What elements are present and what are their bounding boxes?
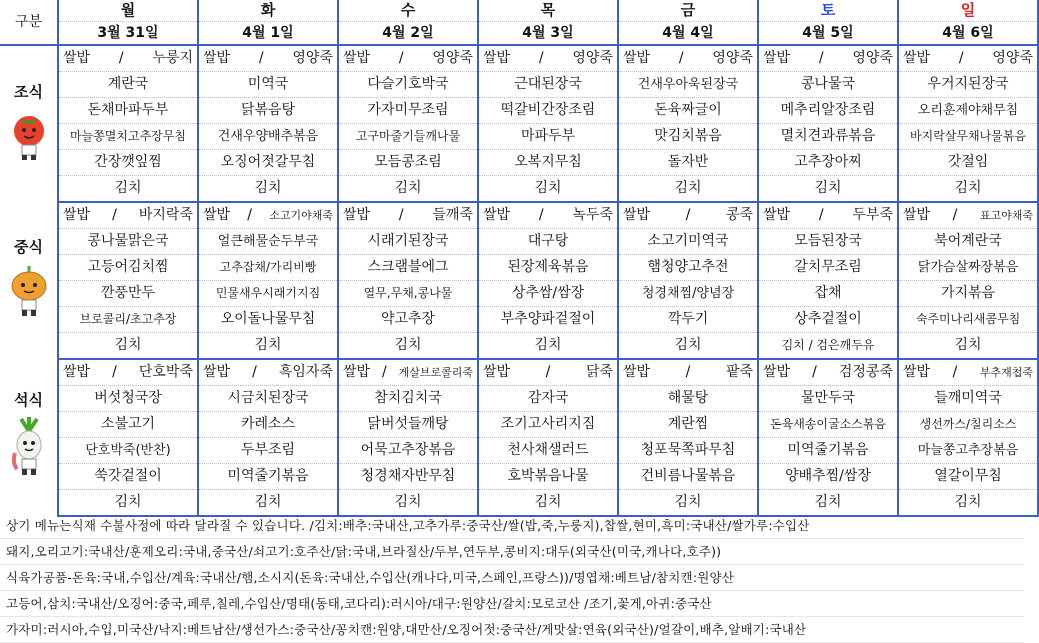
divider-slash: /	[958, 50, 964, 66]
meal-name: 조식	[14, 82, 43, 101]
meal-row	[0, 229, 1038, 255]
porridge-label: 게살브로콜리죽	[398, 366, 473, 379]
menu-item: 소고기미역국	[618, 229, 758, 255]
menu-item: 부추양파겉절이	[478, 307, 618, 333]
rice-label: 쌀밥	[203, 207, 231, 223]
rice-porridge-cell	[898, 202, 1038, 229]
menu-item: 감자국	[478, 386, 618, 412]
menu-item: 깍두기	[618, 307, 758, 333]
menu-item: 콩나물국	[758, 72, 898, 98]
date-3: 4월 2일	[338, 22, 478, 46]
porridge-label: 검정콩죽	[838, 364, 893, 380]
porridge-label: 영양죽	[432, 50, 473, 66]
menu-item: 간장깻잎찜	[58, 150, 198, 176]
menu-item: 김치	[338, 333, 478, 360]
menu-item: 김치	[478, 176, 618, 203]
menu-item: 청포묵쪽파무침	[618, 438, 758, 464]
menu-item: 버섯청국장	[58, 386, 198, 412]
rice-porridge	[479, 360, 617, 385]
weekday-2: 화	[198, 0, 338, 22]
weekday-5: 금	[618, 0, 758, 22]
note-line: 식육가공품-돈육:국내,수입산/계육:국내산/햄,소시지(돈육:국내산,수입산(캐나다,미국,스페인,프랑스))/명엽채:베트남/참치캔:원양산	[0, 565, 1024, 591]
header-weekday-row	[0, 0, 1038, 22]
menu-item: 민물새우시래기지짐	[198, 281, 338, 307]
date-7: 4월 6일	[898, 22, 1038, 46]
rice-porridge	[899, 46, 1037, 71]
menu-item: 김치	[478, 333, 618, 360]
menu-item: 모듬콩조림	[338, 150, 478, 176]
porridge-label: 소고기야채죽	[269, 209, 333, 222]
menu-item: 콩나물맑은국	[58, 229, 198, 255]
rice-label: 쌀밥	[763, 364, 791, 380]
menu-item: 브로콜리/초고추장	[58, 307, 198, 333]
menu-item: 고등어김치찜	[58, 255, 198, 281]
menu-item: 갈치무조림	[758, 255, 898, 281]
weekday-3: 수	[338, 0, 478, 22]
rice-label: 쌀밥	[203, 50, 231, 66]
rice-porridge-cell	[478, 359, 618, 386]
rice-porridge-cell	[338, 202, 478, 229]
header-date-row	[0, 22, 1038, 46]
rice-porridge	[619, 360, 757, 385]
menu-item: 오리훈제야채무침	[898, 98, 1038, 124]
divider-slash: /	[818, 50, 824, 66]
porridge-label: 누룽지	[152, 50, 193, 66]
rice-label: 쌀밥	[623, 50, 651, 66]
menu-item: 멸치견과류볶음	[758, 124, 898, 150]
menu-item: 김치	[618, 176, 758, 203]
rice-porridge-cell	[618, 202, 758, 229]
divider-slash: /	[952, 207, 958, 223]
rice-label: 쌀밥	[763, 207, 791, 223]
menu-item: 떡갈비간장조림	[478, 98, 618, 124]
menu-item: 고구마줄기들깨나물	[338, 124, 478, 150]
menu-item: 깐풍만두	[58, 281, 198, 307]
menu-item: 돌자반	[618, 150, 758, 176]
rice-porridge	[619, 203, 757, 228]
rice-label: 쌀밥	[903, 207, 931, 223]
menu-item: 갓절임	[898, 150, 1038, 176]
menu-item: 김치	[338, 490, 478, 517]
meal-row	[0, 307, 1038, 333]
menu-item: 김치 / 검은깨두유	[758, 333, 898, 360]
rice-label: 쌀밥	[903, 50, 931, 66]
menu-item: 청경채찜/양념장	[618, 281, 758, 307]
rice-porridge-cell	[478, 45, 618, 72]
porridge-label: 닭죽	[585, 364, 613, 380]
menu-item: 북어계란국	[898, 229, 1038, 255]
menu-item: 계란찜	[618, 412, 758, 438]
tomato-character-icon	[9, 109, 49, 169]
rice-porridge	[339, 360, 477, 385]
menu-item: 맛김치볶음	[618, 124, 758, 150]
rice-porridge-cell	[758, 359, 898, 386]
divider-slash: /	[112, 207, 117, 223]
divider-slash: /	[112, 364, 117, 380]
meal-label-cell	[0, 359, 58, 516]
meal-row	[0, 150, 1038, 176]
rice-porridge	[479, 46, 617, 71]
menu-item: 김치	[898, 333, 1038, 360]
rice-porridge	[759, 46, 897, 71]
menu-item: 계란국	[58, 72, 198, 98]
menu-item: 메추리알장조림	[758, 98, 898, 124]
rice-porridge	[59, 46, 197, 71]
meal-label-wrap	[0, 46, 57, 202]
menu-item: 해물탕	[618, 386, 758, 412]
menu-item: 오복지무침	[478, 150, 618, 176]
menu-item: 건새우아욱된장국	[618, 72, 758, 98]
menu-item: 조기고사리지짐	[478, 412, 618, 438]
menu-item: 마파두부	[478, 124, 618, 150]
note-line: 가자미:러시아,수입,미국산/낙지:베트남산/생선가스:중국산/꽁치캔:원양,대만산/오징어젓:중국산/게맛살:연육(외국산)/얼갈이,배추,알배기:국내산	[0, 617, 1024, 643]
rice-porridge-cell	[478, 202, 618, 229]
menu-item: 모듬된장국	[758, 229, 898, 255]
menu-item: 닭버섯들깨탕	[338, 412, 478, 438]
menu-item: 김치	[898, 176, 1038, 203]
divider-slash: /	[818, 207, 824, 223]
menu-item: 근대된장국	[478, 72, 618, 98]
rice-label: 쌀밥	[343, 50, 371, 66]
menu-item: 미역국	[198, 72, 338, 98]
menu-item: 마늘쫑멸치고추장무침	[58, 124, 198, 150]
menu-item: 가지볶음	[898, 281, 1038, 307]
menu-item: 가자미무조림	[338, 98, 478, 124]
menu-item: 김치	[478, 490, 618, 517]
rice-porridge	[339, 46, 477, 71]
rice-porridge	[759, 203, 897, 228]
divider-slash: /	[952, 364, 958, 380]
porridge-label: 흑임자죽	[278, 364, 333, 380]
weekday-6: 토	[758, 0, 898, 22]
rice-porridge-cell	[58, 45, 198, 72]
divider-slash: /	[685, 364, 691, 380]
meal-row	[0, 438, 1038, 464]
menu-item: 상추쌈/쌈장	[478, 281, 618, 307]
divider-slash: /	[252, 364, 257, 380]
meal-name: 석식	[14, 391, 43, 409]
rice-porridge-cell	[198, 202, 338, 229]
rice-porridge-cell	[618, 45, 758, 72]
porridge-label: 들깨죽	[432, 207, 473, 223]
menu-item: 고추장아찌	[758, 150, 898, 176]
menu-item: 쑥갓겉절이	[58, 464, 198, 490]
menu-item: 김치	[58, 333, 198, 360]
divider-slash: /	[685, 207, 691, 223]
menu-item: 김치	[618, 490, 758, 517]
rice-porridge-cell	[618, 359, 758, 386]
origin-notes	[0, 513, 1024, 643]
porridge-label: 영양죽	[572, 50, 613, 66]
menu-item: 소불고기	[58, 412, 198, 438]
divider-slash: /	[258, 50, 264, 66]
menu-item: 김치	[58, 176, 198, 203]
note-line: 돼지,오리고기:국내산/훈제오리:국내,중국산/쇠고기:호주산/닭:국내,브라질산/두부,연두부,콩비지:대두(외국산(미국,캐나다,호주))	[0, 539, 1024, 565]
meal-row	[0, 202, 1038, 229]
rice-label: 쌀밥	[483, 207, 511, 223]
rice-porridge-cell	[338, 45, 478, 72]
date-2: 4월 1일	[198, 22, 338, 46]
menu-item: 두부조림	[198, 438, 338, 464]
menu-item: 단호박죽(반찬)	[58, 438, 198, 464]
porridge-label: 녹두죽	[572, 207, 613, 223]
rice-label: 쌀밥	[203, 364, 231, 380]
menu-item: 김치	[898, 490, 1038, 517]
porridge-label: 영양죽	[712, 50, 753, 66]
meal-row	[0, 255, 1038, 281]
menu-item: 천사채샐러드	[478, 438, 618, 464]
menu-item: 바지락살무채나물볶음	[898, 124, 1038, 150]
menu-item: 약고추장	[338, 307, 478, 333]
rice-porridge	[199, 360, 337, 385]
menu-item: 양배추찜/쌈장	[758, 464, 898, 490]
rice-porridge	[199, 46, 337, 71]
rice-porridge	[619, 46, 757, 71]
menu-item: 시금치된장국	[198, 386, 338, 412]
menu-item: 카레소스	[198, 412, 338, 438]
menu-item: 잡채	[758, 281, 898, 307]
meal-row	[0, 359, 1038, 386]
meal-label-cell	[0, 45, 58, 202]
meal-row	[0, 45, 1038, 72]
rice-label: 쌀밥	[623, 364, 651, 380]
rice-porridge-cell	[338, 359, 478, 386]
menu-item: 오이돌나물무침	[198, 307, 338, 333]
rice-porridge-cell	[58, 202, 198, 229]
porridge-label: 영양죽	[292, 50, 333, 66]
menu-item: 돈육짜글이	[618, 98, 758, 124]
menu-item: 참치김치국	[338, 386, 478, 412]
rice-label: 쌀밥	[343, 207, 371, 223]
menu-item: 김치	[198, 490, 338, 517]
rice-label: 쌀밥	[483, 50, 511, 66]
divider-slash: /	[118, 50, 124, 66]
menu-item: 미역줄기볶음	[758, 438, 898, 464]
divider-slash: /	[398, 207, 404, 223]
porridge-label: 바지락죽	[138, 207, 193, 223]
menu-item: 김치	[58, 490, 198, 517]
rice-porridge	[899, 360, 1037, 385]
rice-label: 쌀밥	[63, 207, 91, 223]
menu-item: 호박볶음나물	[478, 464, 618, 490]
weekday-7: 일	[898, 0, 1038, 22]
menu-item: 대구탕	[478, 229, 618, 255]
menu-item: 김치	[758, 490, 898, 517]
menu-item: 시래기된장국	[338, 229, 478, 255]
rice-porridge-cell	[898, 45, 1038, 72]
meal-row	[0, 176, 1038, 203]
porridge-label: 두부죽	[852, 207, 893, 223]
rice-porridge-cell	[58, 359, 198, 386]
menu-item: 스크램블에그	[338, 255, 478, 281]
porridge-label: 영양죽	[992, 50, 1033, 66]
rice-porridge	[479, 203, 617, 228]
menu-item: 건새우양배추볶음	[198, 124, 338, 150]
date-1: 3월 31일	[58, 22, 198, 46]
meal-row	[0, 464, 1038, 490]
menu-item: 청경채자반무침	[338, 464, 478, 490]
meal-row	[0, 124, 1038, 150]
corner-label: 구분	[0, 0, 58, 45]
menu-item: 된장제육볶음	[478, 255, 618, 281]
menu-item: 닭볶음탕	[198, 98, 338, 124]
menu-item: 상추겉절이	[758, 307, 898, 333]
rice-porridge-cell	[898, 359, 1038, 386]
porridge-label: 표고야채죽	[979, 209, 1033, 222]
rice-label: 쌀밥	[623, 207, 651, 223]
menu-item: 건비름나물볶음	[618, 464, 758, 490]
rice-porridge-cell	[758, 45, 898, 72]
meal-row	[0, 98, 1038, 124]
note-line: 상기 메뉴는식재 수불사정에 따라 달라질 수 있습니다. /김치:배추:국내산,고추가루:중국산/쌀(밥,죽,누룽지),찹쌀,현미,흑미:국내산/쌀가루:수입산	[0, 513, 1024, 539]
menu-item: 생선까스/칠리소스	[898, 412, 1038, 438]
date-4: 4월 3일	[478, 22, 618, 46]
menu-item: 돈채마파두부	[58, 98, 198, 124]
meal-row	[0, 412, 1038, 438]
divider-slash: /	[545, 364, 551, 380]
rice-porridge-cell	[198, 45, 338, 72]
pumpkin-character-icon	[8, 264, 50, 326]
menu-item: 물만두국	[758, 386, 898, 412]
rice-porridge-cell	[758, 202, 898, 229]
menu-item: 김치	[618, 333, 758, 360]
meal-name: 중식	[14, 238, 43, 256]
meal-row	[0, 333, 1038, 360]
menu-item: 고추잡채/가리비빵	[198, 255, 338, 281]
rice-label: 쌀밥	[343, 364, 371, 380]
meal-label-wrap	[0, 202, 57, 359]
porridge-label: 팥죽	[725, 364, 753, 380]
divider-slash: /	[812, 364, 817, 380]
divider-slash: /	[381, 364, 387, 380]
menu-item: 김치	[758, 176, 898, 203]
porridge-label: 단호박죽	[138, 364, 193, 380]
menu-item: 얼큰해물순두부국	[198, 229, 338, 255]
rice-label: 쌀밥	[903, 364, 931, 380]
weekday-4: 목	[478, 0, 618, 22]
meal-row	[0, 281, 1038, 307]
rice-porridge	[759, 360, 897, 385]
note-line: 고등어,삼치:국내산/오징어:중국,페루,칠레,수입산/명태(동태,코다리):러시아/대구:원양산/갈치:모로코산 /조기,꽃게,아귀:중국산	[0, 591, 1024, 617]
menu-item: 닭가슴살짜장볶음	[898, 255, 1038, 281]
menu-item: 다슬기호박국	[338, 72, 478, 98]
porridge-label: 부추재첩죽	[979, 366, 1033, 379]
rice-label: 쌀밥	[483, 364, 511, 380]
date-6: 4월 5일	[758, 22, 898, 46]
menu-item: 미역줄기볶음	[198, 464, 338, 490]
rice-label: 쌀밥	[763, 50, 791, 66]
rice-porridge	[339, 203, 477, 228]
radish-character-icon	[9, 417, 49, 487]
rice-label: 쌀밥	[63, 364, 91, 380]
menu-item: 김치	[198, 333, 338, 360]
menu-item: 어묵고추장볶음	[338, 438, 478, 464]
rice-porridge	[59, 360, 197, 385]
meal-label-cell	[0, 202, 58, 359]
rice-porridge	[59, 203, 197, 228]
menu-item: 돈육새송이굴소스볶음	[758, 412, 898, 438]
meal-label-wrap	[0, 359, 57, 516]
menu-item: 김치	[198, 176, 338, 203]
divider-slash: /	[247, 207, 252, 223]
porridge-label: 콩죽	[725, 207, 753, 223]
meal-row	[0, 386, 1038, 412]
divider-slash: /	[538, 50, 544, 66]
menu-item: 김치	[338, 176, 478, 203]
menu-item: 열무,무채,콩나물	[338, 281, 478, 307]
rice-porridge	[199, 203, 337, 228]
rice-label: 쌀밥	[63, 50, 91, 66]
menu-item: 우거지된장국	[898, 72, 1038, 98]
divider-slash: /	[538, 207, 544, 223]
menu-item: 햄청양고추전	[618, 255, 758, 281]
rice-porridge	[899, 203, 1037, 228]
date-5: 4월 4일	[618, 22, 758, 46]
menu-item: 마늘쫑고추장볶음	[898, 438, 1038, 464]
menu-item: 오징어젓갈무침	[198, 150, 338, 176]
menu-item: 숙주미나리새콤무침	[898, 307, 1038, 333]
menu-item: 들깨미역국	[898, 386, 1038, 412]
divider-slash: /	[678, 50, 684, 66]
meal-row	[0, 72, 1038, 98]
weekday-1: 월	[58, 0, 198, 22]
menu-item: 열갈이무침	[898, 464, 1038, 490]
divider-slash: /	[398, 50, 404, 66]
rice-porridge-cell	[198, 359, 338, 386]
porridge-label: 영양죽	[852, 50, 893, 66]
